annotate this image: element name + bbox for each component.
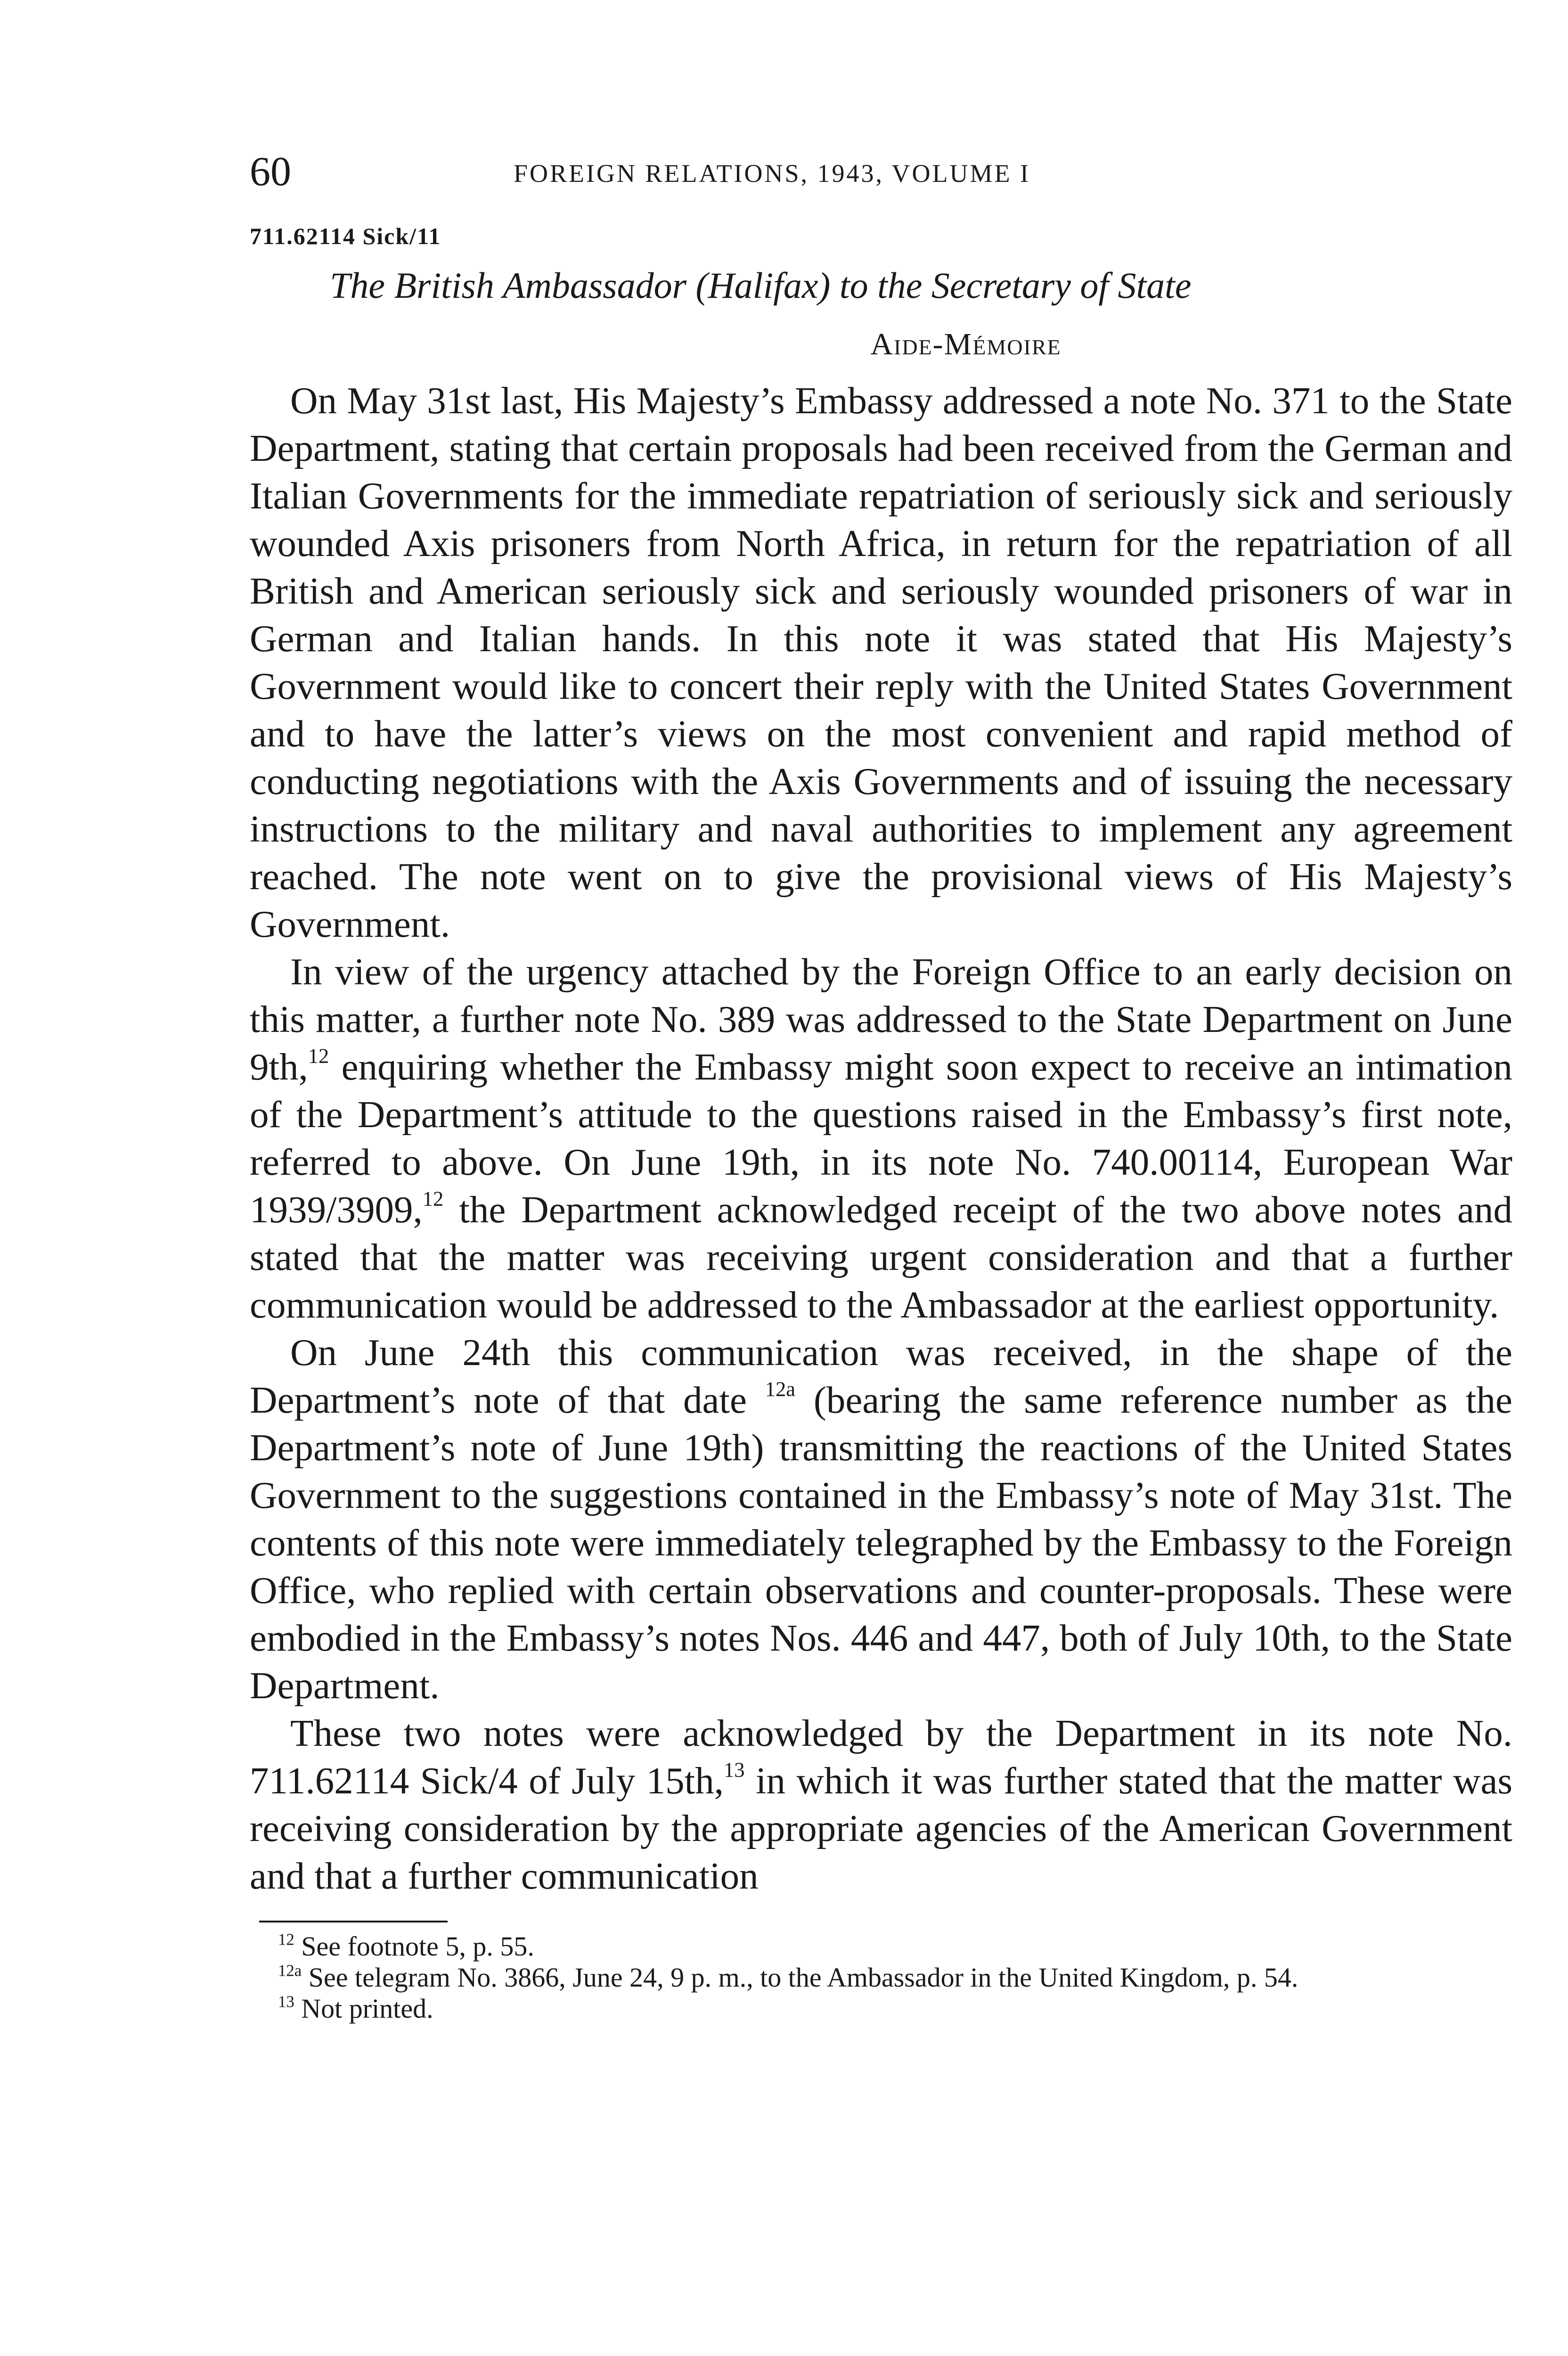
footnote-mark: 12a bbox=[278, 1961, 302, 1980]
file-number: 711.62114 Sick/11 bbox=[250, 223, 441, 249]
paragraph-2 bbox=[250, 948, 1512, 1329]
paragraph-3 bbox=[250, 1329, 1512, 1710]
footnotes bbox=[250, 1931, 1512, 2024]
footnote-ref: 12 bbox=[422, 1186, 444, 1211]
footnote-ref: 12 bbox=[308, 1044, 329, 1068]
page-header bbox=[250, 141, 1512, 203]
footnote-12 bbox=[250, 1931, 1512, 1962]
paragraph-text: These two notes were acknowledged by the Department in its note No. 711.62114 Sick/4 of July 15th, bbox=[250, 1712, 1512, 1802]
footnote-12a bbox=[250, 1962, 1512, 1993]
footnote-ref: 12a bbox=[765, 1377, 796, 1401]
footnote-text: Not printed. bbox=[301, 1993, 433, 2024]
paragraph-4 bbox=[250, 1710, 1512, 1900]
paragraph-text: enquiring whether the Embassy might soon expect to receive an intimation of the Department’s attitude to the questions raised in the Embassy’s first note, referred to above. On June 19th, in its note No. 740.00114, European War 1939/3909, bbox=[250, 1046, 1512, 1231]
paragraph-text: in which it was further stated that the matter was receiving consideration by the appropriate agencies of the American Government and that a further communication bbox=[250, 1759, 1512, 1897]
footnote-divider bbox=[259, 1921, 448, 1922]
document-title: The British Ambassador (Halifax) to the Secretary of State bbox=[330, 265, 1192, 306]
footnote-text: See telegram No. 3866, June 24, 9 p. m., to the Ambassador in the United Kingdom, p. 54. bbox=[308, 1962, 1298, 1993]
paragraph-text: On June 24th this communication was received, in the shape of the Department’s note of that date bbox=[250, 1331, 1512, 1421]
paragraph-1 bbox=[250, 377, 1512, 948]
paragraph-text: On May 31st last, His Majesty’s Embassy addressed a note No. 371 to the State Department, stating that certain proposals had been received from the German and Italian Governments for the immediate repatriation of seriously sick and seriously wounded Axis prisoners from North Africa, in return for the repatriation of all British and American seriously sick and seriously wounded prisoners of war in German and Italian hands. In this note it was stated that His Majesty’s Government would like to concert their reply with the United States Government and to have the latter’s views on the most convenient and rapid method of conducting negotiations with the Axis Governments and of issuing the necessary instructions to the military and naval authorities to implement any agreement reached. The note went on to give the provisional views of His Majesty’s Government. bbox=[250, 379, 1512, 945]
footnote-mark: 13 bbox=[278, 1992, 294, 2011]
footnote-13 bbox=[250, 1993, 1512, 2024]
paragraph-text: the Department acknowledged receipt of the two above notes and stated that the matter was receiving urgent consideration and that a further communication would be addressed to the Ambassador at the earliest opportunity. bbox=[250, 1188, 1512, 1326]
page-number: 60 bbox=[250, 149, 291, 195]
paragraph-text: In view of the urgency attached by the Foreign Office to an early decision on this matter, a further note No. 389 was addressed to the State Department on June 9th, bbox=[250, 950, 1512, 1088]
footnote-text: See footnote 5, p. 55. bbox=[301, 1931, 534, 1962]
document-page bbox=[250, 141, 1512, 2024]
document-type: Aide-Mémoire bbox=[870, 327, 1062, 361]
paragraph-text: (bearing the same reference number as the Department’s note of June 19th) transmitting the reactions of the United States Government to the suggestions contained in the Embassy’s note of May 31st. The contents of this note were immediately telegraphed by the Embassy to the Foreign Office, who replied with certain observations and counter-proposals. These were embodied in the Embassy’s notes Nos. 446 and 447, both of July 10th, to the State Department. bbox=[250, 1379, 1512, 1707]
running-head: FOREIGN RELATIONS, 1943, VOLUME I bbox=[514, 159, 1030, 188]
footnote-mark: 12 bbox=[278, 1930, 294, 1949]
body-text bbox=[250, 377, 1512, 1900]
footnote-ref: 13 bbox=[723, 1758, 745, 1782]
